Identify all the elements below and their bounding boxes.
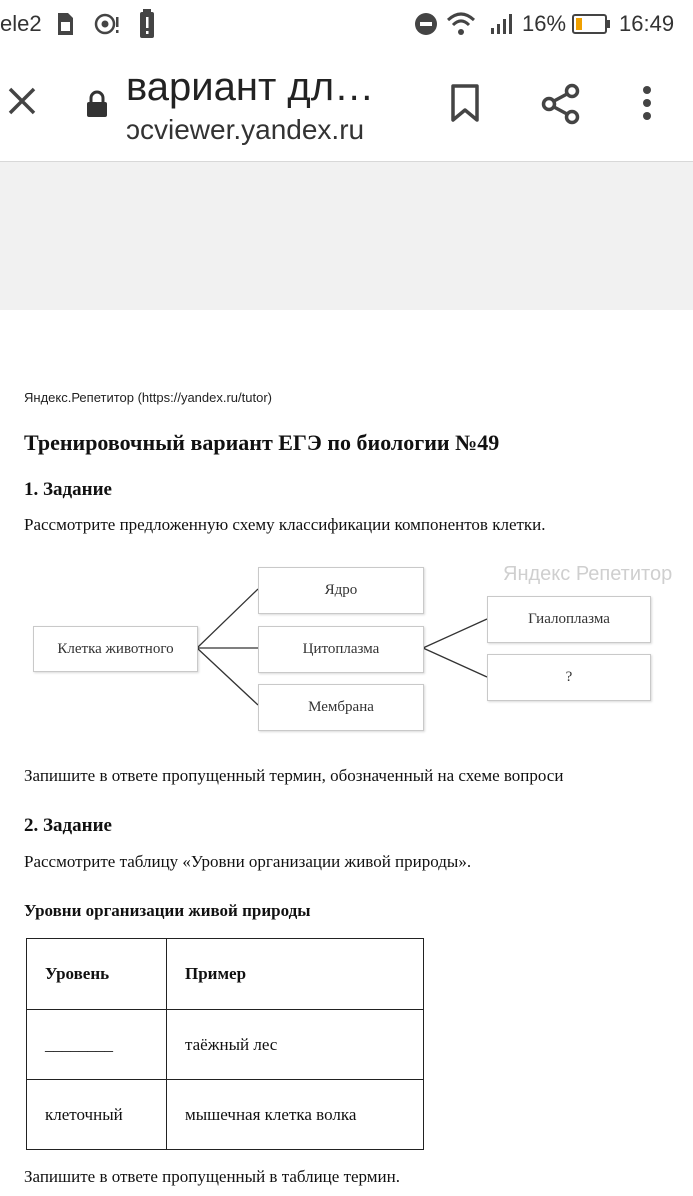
page-url[interactable]: ɔcviewer.yandex.ru [126, 114, 365, 145]
watermark: Яндекс Репетитор [503, 563, 673, 585]
table-header-cell: Пример [167, 939, 424, 1010]
diagram-node-membrane: Мембрана [258, 684, 424, 731]
page-title: вариант дл… [126, 65, 375, 109]
close-icon[interactable] [8, 87, 36, 115]
table-row [27, 1080, 424, 1150]
table-cell: клеточный [27, 1080, 167, 1150]
signal-icon [489, 13, 515, 35]
browser-toolbar [0, 50, 693, 162]
battery-icon [572, 14, 612, 34]
carrier-label: ele2 [0, 11, 42, 36]
document-title: Тренировочный вариант ЕГЭ по биологии №49 [24, 430, 500, 455]
task2-question: Запишите в ответе пропущенный в таблице термин. [24, 1167, 401, 1186]
task2-text: Рассмотрите таблицу «Уровни организации живой природы». [24, 852, 472, 871]
table-header-cell: Уровень [27, 939, 167, 1010]
task1-text: Рассмотрите предложенную схему классификации компонентов клетки. [24, 515, 546, 534]
levels-table [26, 938, 424, 1150]
diagram-node-nucleus: Ядро [258, 567, 424, 614]
diagram-node-hyaloplasm: Гиалоплазма [487, 596, 651, 643]
hotspot-icon [94, 12, 120, 36]
viewer-gray-band [0, 162, 693, 310]
lock-icon [86, 90, 108, 118]
do-not-disturb-icon [414, 12, 438, 36]
clock: 16:49 [619, 11, 675, 36]
more-options-icon[interactable] [641, 85, 653, 123]
share-icon[interactable] [541, 83, 581, 125]
document-source: Яндекс.Репетитор (https://yandex.ru/tutor) [24, 390, 272, 405]
table-title: Уровни организации живой природы [24, 901, 311, 920]
diagram-node-cytoplasm: Цитоплазма [258, 626, 424, 673]
table-cell: таёжный лес [167, 1010, 424, 1080]
status-bar [0, 0, 693, 50]
sim-card-icon [55, 12, 75, 36]
task1-heading: 1. Задание [24, 479, 112, 500]
diagram-node-root: Клетка животного [33, 626, 198, 672]
table-row [27, 1010, 424, 1080]
diagram-node-unknown: ? [487, 654, 651, 701]
table-cell: ________ [27, 1010, 167, 1080]
task2-heading: 2. Задание [24, 815, 112, 836]
wifi-icon [446, 11, 476, 37]
table-cell: мышечная клетка волка [167, 1080, 424, 1150]
battery-percent: 16% [522, 11, 567, 36]
bookmark-icon[interactable] [449, 83, 481, 123]
task1-question: Запишите в ответе пропущенный термин, обозначенный на схеме вопроси [24, 766, 564, 785]
battery-alert-icon [139, 9, 155, 39]
table-header-row [27, 939, 424, 1010]
